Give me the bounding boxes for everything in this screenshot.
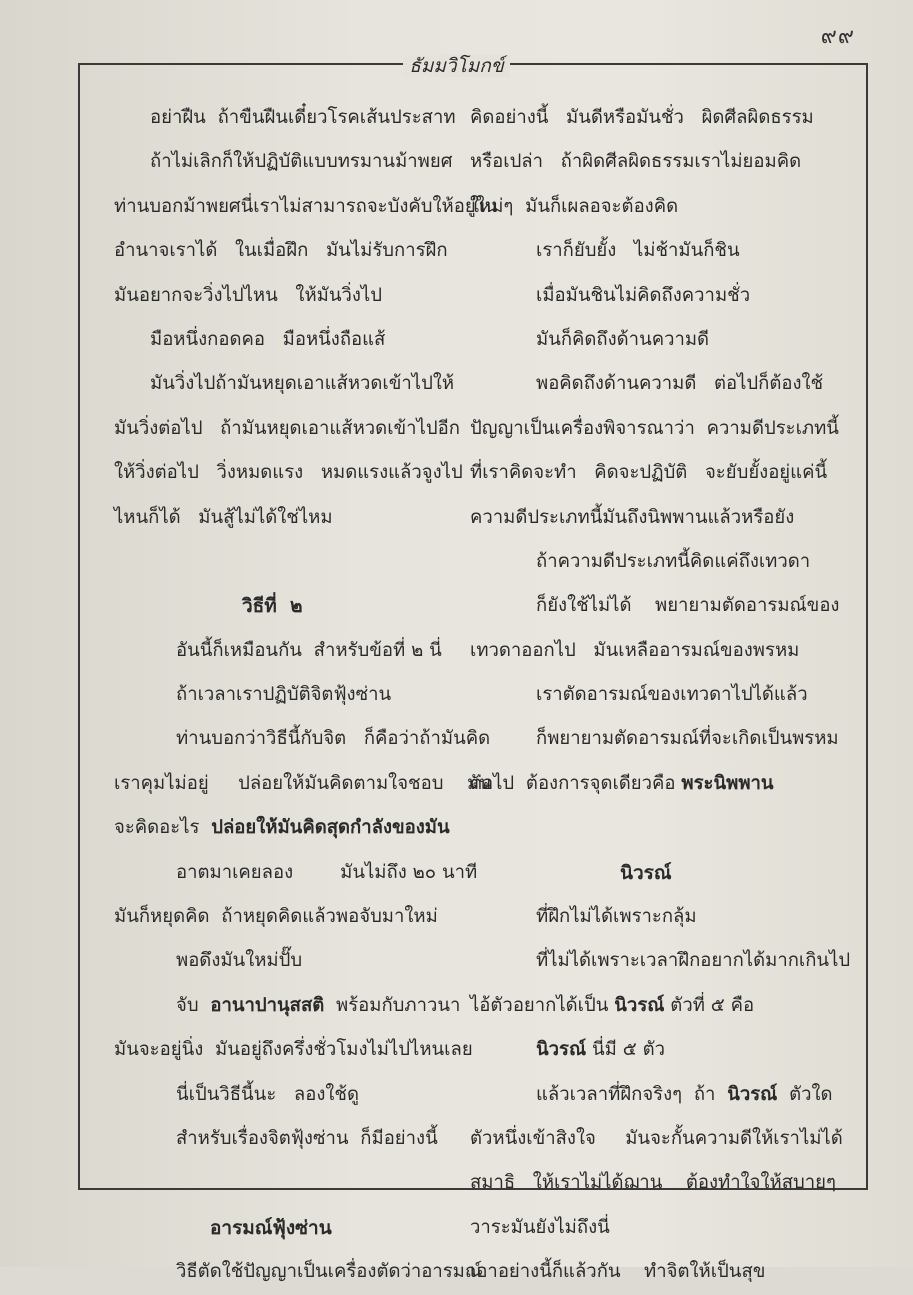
text-line: หรือเปล่า ถ้าผิดศีลผิดธรรมเราไม่ยอมคิด bbox=[470, 151, 802, 173]
text-line: ก็ยังใช้ไม่ได้ พยายามตัดอารมณ์ของ bbox=[536, 595, 840, 617]
text-span: แล้วเวลาที่ฝึกจริงๆ ถ้า bbox=[536, 1083, 728, 1105]
text-line bbox=[470, 762, 850, 806]
text-line: เอาอย่างนี้ก็แล้วกัน ทำจิตให้เป็นสุข bbox=[470, 1261, 766, 1283]
text-line: พอคิดถึงด้านความดี ต่อไปก็ต้องใช้ bbox=[536, 373, 824, 395]
section-heading-niworn: นิวรณ์ bbox=[620, 861, 672, 884]
text-line: ที่เราคิดจะทำ คิดจะปฏิบัติ จะยับยั้งอยู่แค่นี้ bbox=[470, 462, 828, 484]
spacer bbox=[114, 1161, 459, 1205]
text-line bbox=[470, 1028, 850, 1072]
text-line bbox=[470, 1073, 850, 1117]
text-line: ที่ไม่ได้เพราะเวลาฝึกอยากได้มากเกินไป bbox=[536, 950, 851, 972]
text-line: ถ้าเวลาเราปฏิบัติจิตฟุ้งซ่าน bbox=[176, 684, 392, 706]
text-line: คิดอย่างนี้ มันดีหรือมันชั่ว ผิดศีลผิดธรรม bbox=[470, 107, 814, 128]
header-title: ธัมมวิโมกข์ bbox=[403, 55, 510, 77]
text-line: ไหนก็ได้ มันสู้ไม่ได้ใช่ไหม bbox=[114, 506, 333, 528]
text-line: พอดึงมันใหม่ปั๊บ bbox=[176, 950, 303, 972]
text-span: ไอ้ตัวอยากได้เป็น bbox=[470, 994, 615, 1016]
text-line bbox=[114, 984, 459, 1028]
text-line bbox=[470, 984, 850, 1028]
text-line: มันก็หยุดคิด ถ้าหยุดคิดแล้วพอจับมาใหม่ bbox=[114, 906, 438, 928]
bold-term: อานาปานุสสติ bbox=[210, 994, 325, 1016]
text-line: ปัญญาเป็นเครื่องพิจารณาว่า ความดีประเภทนี้ bbox=[470, 417, 839, 439]
text-span: จะคิดอะไร bbox=[114, 817, 212, 839]
text-line: อำนาจเราได้ ในเมื่อฝึก มันไม่รับการฝึก bbox=[114, 240, 448, 262]
text-span: พร้อมกับภาวนา bbox=[324, 994, 461, 1016]
text-line: ใหม่ๆ มันก็เผลอจะต้องคิด bbox=[470, 195, 679, 217]
text-line: ท่านบอกว่าวิธีนี้กับจิต ก็คือว่าถ้ามันคิด bbox=[176, 728, 491, 750]
bold-term: พระนิพพาน bbox=[681, 772, 774, 794]
text-line: มันก็คิดถึงด้านความดี bbox=[536, 328, 710, 350]
text-line: ให้วิ่งต่อไป วิ่งหมดแรง หมดแรงแล้วจูงไป bbox=[114, 462, 463, 484]
text-span: จับ bbox=[176, 994, 211, 1016]
text-line bbox=[114, 806, 459, 850]
text-line: เราตัดอารมณ์ของเทวดาไปได้แล้ว bbox=[536, 684, 808, 706]
text-line: อาตมาเคยลอง มันไม่ถึง ๒๐ นาที bbox=[176, 861, 478, 883]
text-line: ตัวหนึ่งเข้าสิงใจ มันจะกั้นความดีให้เราไม่ได้ bbox=[470, 1127, 843, 1149]
running-header bbox=[0, 51, 913, 81]
text-line: เราคุมไม่อยู่ ปล่อยให้มันคิดตามใจชอบ มัน bbox=[114, 772, 492, 794]
section-heading-restless-mind: อารมณ์ฟุ้งซ่าน bbox=[210, 1216, 332, 1239]
text-line: เทวดาออกไป มันเหลืออารมณ์ของพรหม bbox=[470, 639, 800, 661]
text-line: มันวิ่งต่อไป ถ้ามันหยุดเอาแส้หวดเข้าไปอีก bbox=[114, 417, 460, 439]
left-column bbox=[114, 96, 498, 1295]
text-span: นี่มี ๕ ตัว bbox=[586, 1039, 666, 1061]
text-line: มือหนึ่งกอดคอ มือหนึ่งถือแส้ bbox=[150, 328, 386, 350]
text-span: ตัวใด bbox=[777, 1083, 833, 1105]
text-line: ถ้าไม่เลิกก็ให้ปฏิบัติแบบทรมานม้าพยศ bbox=[150, 151, 453, 173]
text-line: ความดีประเภทนี้มันถึงนิพพานแล้วหรือยัง bbox=[470, 506, 795, 528]
section-heading-method-2: วิธีที่ ๒ bbox=[242, 595, 303, 618]
text-line: นี่เป็นวิธีนี้นะ ลองใช้ดู bbox=[176, 1083, 359, 1105]
text-line: เมื่อมันชินไม่คิดถึงความชั่ว bbox=[536, 284, 751, 306]
page-number: ๙๙ bbox=[820, 24, 855, 49]
text-line: อันนี้ก็เหมือนกัน สำหรับข้อที่ ๒ นี่ bbox=[176, 639, 442, 661]
spacer bbox=[470, 806, 850, 850]
text-line: เราก็ยับยั้ง ไม่ช้ามันก็ชิน bbox=[536, 240, 740, 262]
text-line: สำหรับเรื่องจิตฟุ้งซ่าน ก็มีอย่างนี้ bbox=[176, 1127, 438, 1149]
text-line: สมาธิ ให้เราไม่ได้ฌาน ต้องทำใจให้สบายๆ bbox=[470, 1172, 836, 1194]
text-line: มันจะอยู่นิ่ง มันอยู่ถึงครึ่งชั่วโมงไม่ไปไหนเลย bbox=[114, 1039, 473, 1061]
text-span: ต่อไป ต้องการจุดเดียวคือ bbox=[470, 772, 682, 794]
text-line: ท่านบอกม้าพยศนี่เราไม่สามารถจะบังคับให้อยู่ใน bbox=[114, 195, 498, 217]
text-span: ตัวที่ ๕ คือ bbox=[664, 994, 755, 1016]
text-line: มันอยากจะวิ่งไปไหน ให้มันวิ่งไป bbox=[114, 284, 382, 306]
text-line: ก็พยายามตัดอารมณ์ที่จะเกิดเป็นพรหม bbox=[536, 728, 839, 750]
text-line: วิธีตัดใช้ปัญญาเป็นเครื่องตัดว่าอารมณ์ bbox=[176, 1261, 483, 1283]
text-line: ถ้าความดีประเภทนี้คิดแค่ถึงเทวดา bbox=[536, 550, 811, 572]
spacer bbox=[114, 540, 459, 584]
right-column bbox=[470, 96, 850, 1295]
bold-term: นิวรณ์ bbox=[614, 994, 665, 1016]
text-line: วาระมันยังไม่ถึงนี่ bbox=[470, 1216, 610, 1238]
bold-term: นิวรณ์ bbox=[727, 1083, 778, 1105]
bold-term: นิวรณ์ bbox=[536, 1039, 587, 1061]
text-line: อย่าฝืน ถ้าขืนฝืนเดี๋ยวโรคเส้นประสาท bbox=[150, 107, 456, 128]
text-line: มันวิ่งไปถ้ามันหยุดเอาแส้หวดเข้าไปให้ bbox=[150, 373, 455, 395]
bold-phrase: ปล่อยให้มันคิดสุดกำลังของมัน bbox=[211, 817, 450, 839]
text-line: ที่ฝึกไม่ได้เพราะกลุ้ม bbox=[536, 906, 697, 928]
